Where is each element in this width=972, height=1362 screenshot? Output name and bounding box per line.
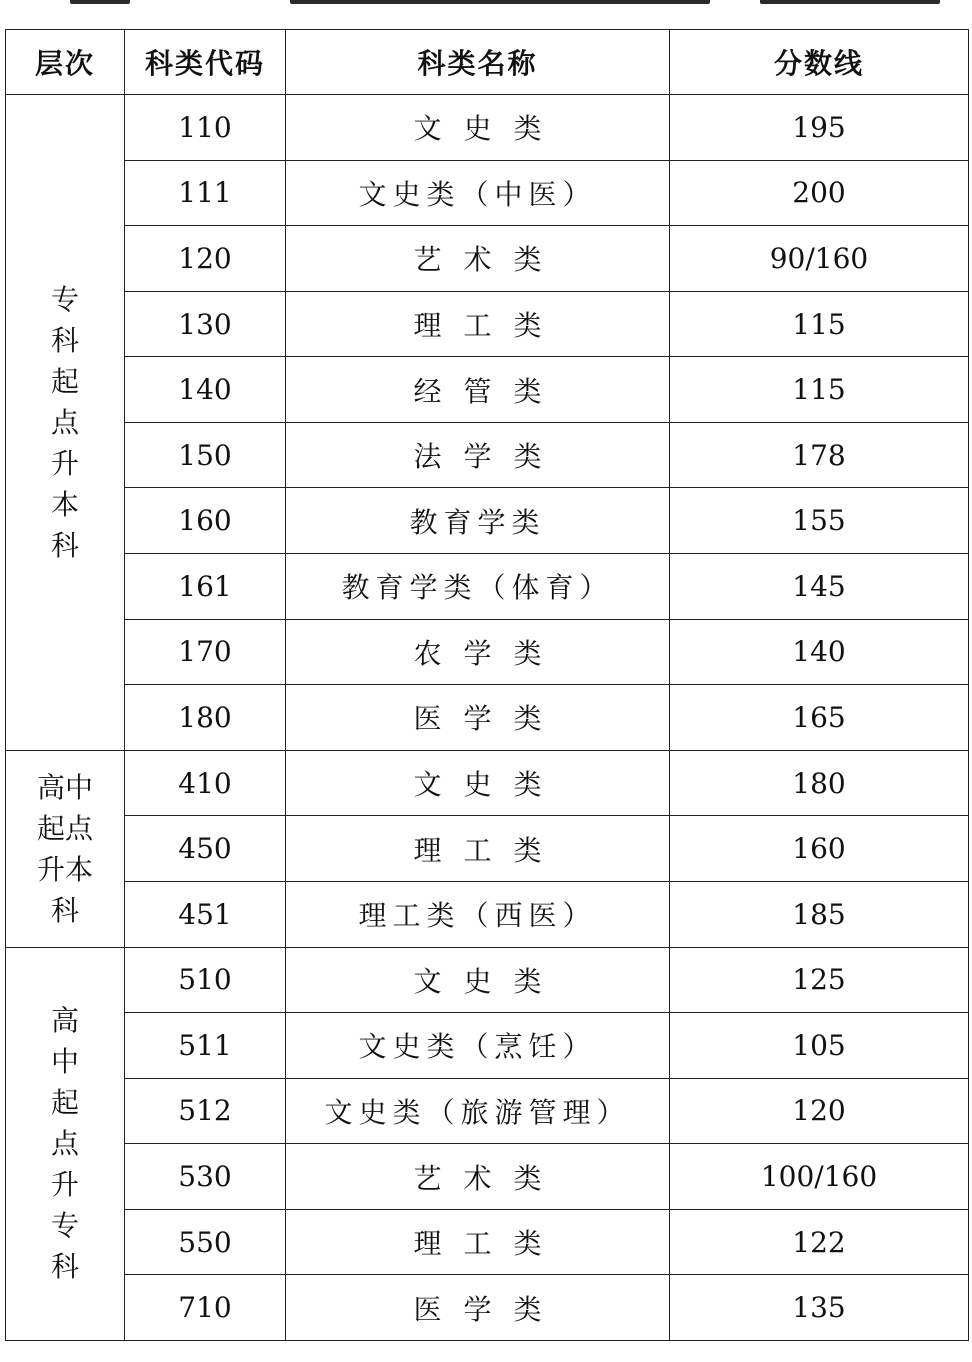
cropped-title-remnant bbox=[0, 0, 972, 6]
code-cell: 450 bbox=[125, 816, 286, 882]
table-row bbox=[6, 95, 969, 161]
code-cell: 512 bbox=[125, 1078, 286, 1144]
header-level: 层次 bbox=[6, 30, 125, 95]
score-cell: 135 bbox=[670, 1275, 969, 1341]
name-cell: 理工类（西医） bbox=[286, 881, 670, 947]
table-row bbox=[6, 1144, 969, 1210]
table-row bbox=[6, 881, 969, 947]
table-row bbox=[6, 1013, 969, 1079]
code-cell: 111 bbox=[125, 160, 286, 226]
name-cell: 艺术类 bbox=[286, 226, 670, 292]
score-cell: 165 bbox=[670, 685, 969, 751]
name-cell: 文史类 bbox=[286, 750, 670, 816]
table-row bbox=[6, 160, 969, 226]
name-cell: 医学类 bbox=[286, 685, 670, 751]
name-cell: 理工类 bbox=[286, 1209, 670, 1275]
name-cell: 农学类 bbox=[286, 619, 670, 685]
header-row bbox=[6, 30, 969, 95]
score-table bbox=[5, 29, 969, 1341]
code-cell: 530 bbox=[125, 1144, 286, 1210]
table-row bbox=[6, 816, 969, 882]
table-row bbox=[6, 1078, 969, 1144]
name-cell: 理工类 bbox=[286, 291, 670, 357]
table-row bbox=[6, 685, 969, 751]
name-cell: 医学类 bbox=[286, 1275, 670, 1341]
code-cell: 710 bbox=[125, 1275, 286, 1341]
level-cell bbox=[6, 947, 125, 1340]
table-row bbox=[6, 422, 969, 488]
header-score: 分数线 bbox=[670, 30, 969, 95]
score-cell: 125 bbox=[670, 947, 969, 1013]
code-cell: 510 bbox=[125, 947, 286, 1013]
code-cell: 180 bbox=[125, 685, 286, 751]
score-cell: 122 bbox=[670, 1209, 969, 1275]
table-row bbox=[6, 1209, 969, 1275]
score-cell: 90/160 bbox=[670, 226, 969, 292]
table-row bbox=[6, 291, 969, 357]
name-cell: 艺术类 bbox=[286, 1144, 670, 1210]
score-cell: 115 bbox=[670, 291, 969, 357]
table-row bbox=[6, 226, 969, 292]
code-cell: 160 bbox=[125, 488, 286, 554]
score-cell: 145 bbox=[670, 554, 969, 620]
table-row bbox=[6, 357, 969, 423]
table-row bbox=[6, 488, 969, 554]
score-cell: 200 bbox=[670, 160, 969, 226]
header-name: 科类名称 bbox=[286, 30, 670, 95]
level-label: 高中起点升本科 bbox=[36, 770, 93, 927]
score-cell: 195 bbox=[670, 95, 969, 161]
score-cell: 155 bbox=[670, 488, 969, 554]
score-cell: 160 bbox=[670, 816, 969, 882]
code-cell: 150 bbox=[125, 422, 286, 488]
score-cell: 100/160 bbox=[670, 1144, 969, 1210]
name-cell: 教育学类 bbox=[286, 488, 670, 554]
name-cell: 文史类（中医） bbox=[286, 160, 670, 226]
name-cell: 理工类 bbox=[286, 816, 670, 882]
table-row bbox=[6, 619, 969, 685]
table-row bbox=[6, 947, 969, 1013]
level-cell bbox=[6, 95, 125, 751]
code-cell: 140 bbox=[125, 357, 286, 423]
code-cell: 110 bbox=[125, 95, 286, 161]
level-label: 专科起点升本科 bbox=[50, 282, 79, 562]
score-cell: 115 bbox=[670, 357, 969, 423]
score-cell: 180 bbox=[670, 750, 969, 816]
score-cell: 140 bbox=[670, 619, 969, 685]
name-cell: 经管类 bbox=[286, 357, 670, 423]
score-cell: 105 bbox=[670, 1013, 969, 1079]
code-cell: 130 bbox=[125, 291, 286, 357]
header-code: 科类代码 bbox=[125, 30, 286, 95]
code-cell: 120 bbox=[125, 226, 286, 292]
code-cell: 550 bbox=[125, 1209, 286, 1275]
name-cell: 文史类（烹饪） bbox=[286, 1013, 670, 1079]
level-label: 高中起点升专科 bbox=[50, 1004, 79, 1284]
code-cell: 170 bbox=[125, 619, 286, 685]
score-cell: 178 bbox=[670, 422, 969, 488]
name-cell: 文史类 bbox=[286, 95, 670, 161]
code-cell: 511 bbox=[125, 1013, 286, 1079]
score-cell: 120 bbox=[670, 1078, 969, 1144]
name-cell: 文史类（旅游管理） bbox=[286, 1078, 670, 1144]
table-row bbox=[6, 554, 969, 620]
code-cell: 161 bbox=[125, 554, 286, 620]
name-cell: 文史类 bbox=[286, 947, 670, 1013]
level-cell bbox=[6, 750, 125, 947]
code-cell: 451 bbox=[125, 881, 286, 947]
code-cell: 410 bbox=[125, 750, 286, 816]
name-cell: 教育学类（体育） bbox=[286, 554, 670, 620]
table-row bbox=[6, 750, 969, 816]
name-cell: 法学类 bbox=[286, 422, 670, 488]
table-row bbox=[6, 1275, 969, 1341]
score-cell: 185 bbox=[670, 881, 969, 947]
